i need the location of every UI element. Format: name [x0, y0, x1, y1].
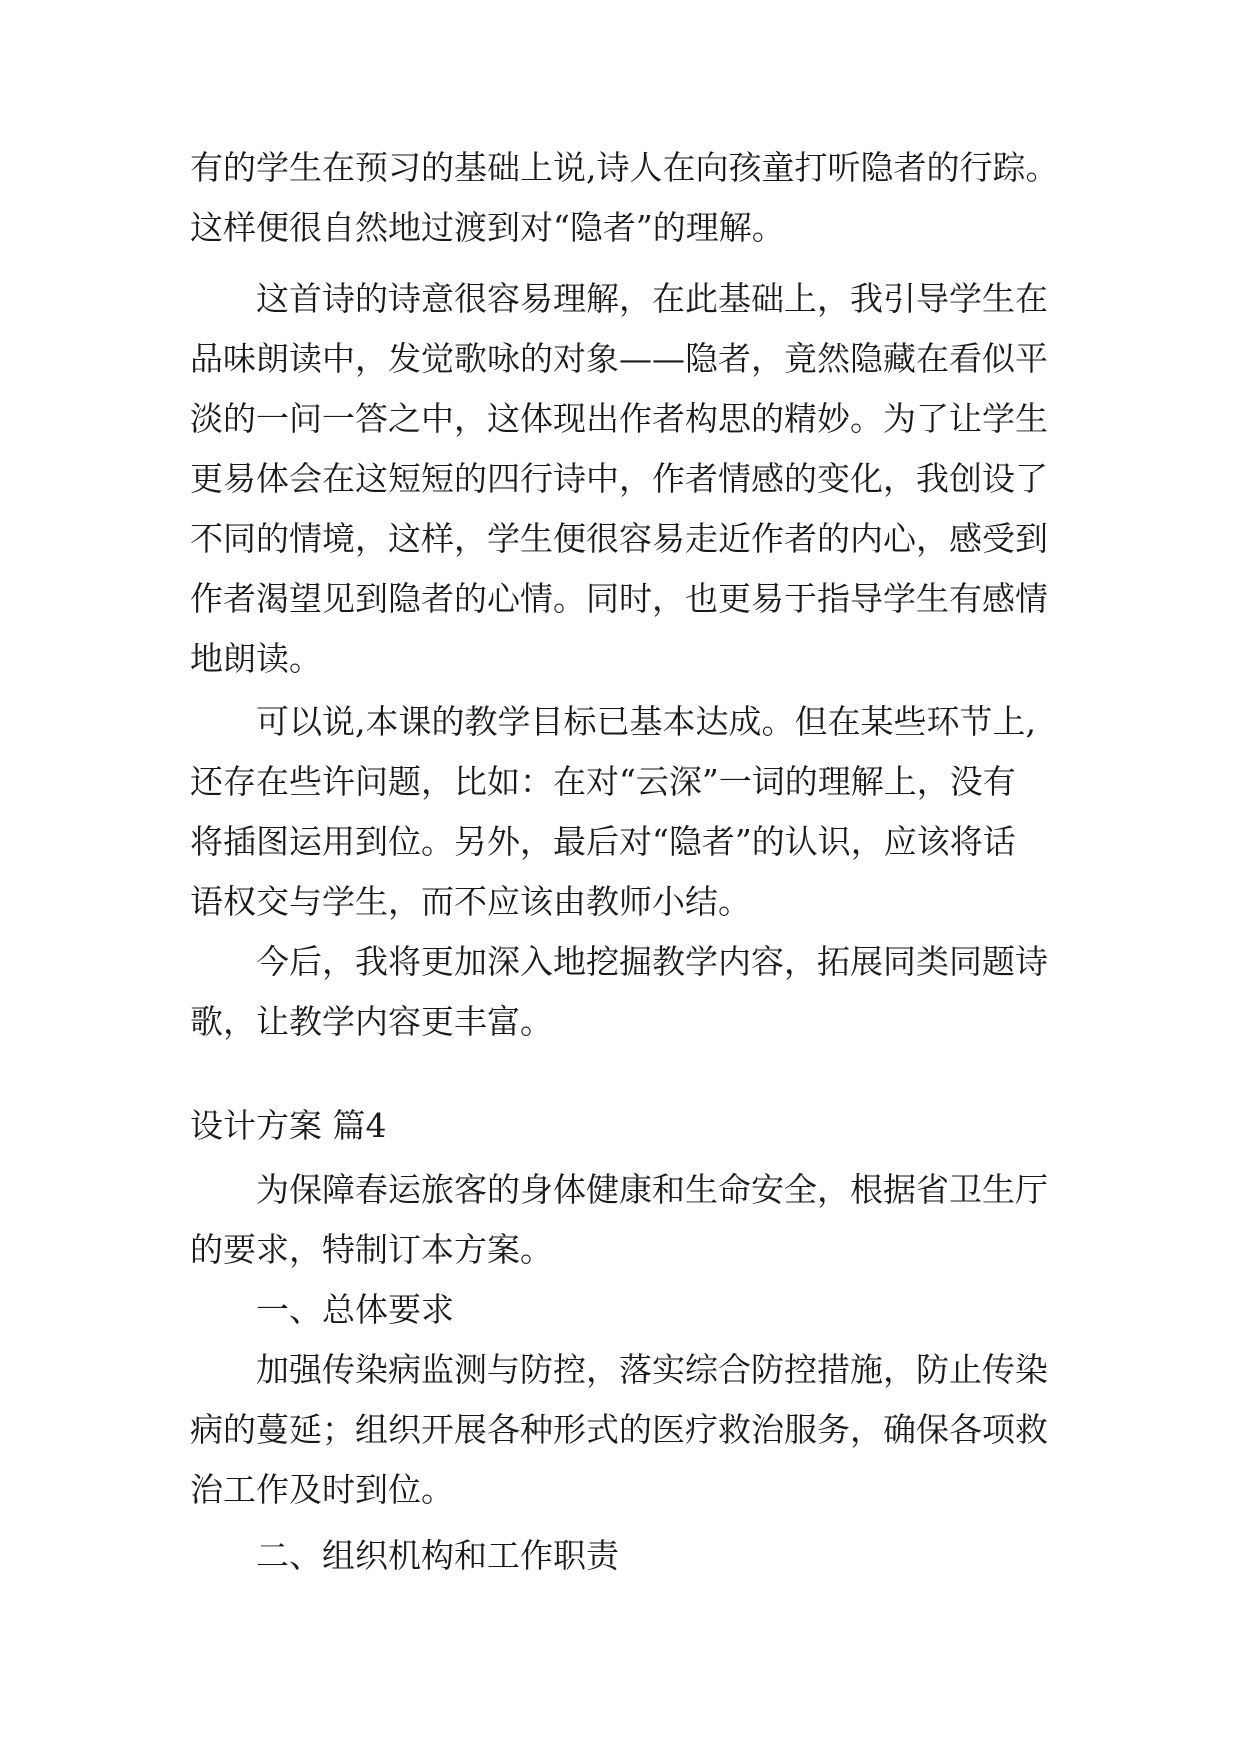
section-heading: 设计方案 篇4 [190, 1106, 387, 1145]
text-line: 治工作及时到位。 [190, 1470, 454, 1509]
paragraph-start: 加强传染病监测与防控，落实综合防控措施，防止传染 [256, 1350, 1048, 1389]
text-line: 作者渴望见到隐者的心情。同时，也更易于指导学生有感情 [190, 579, 1048, 618]
subheading: 一、总体要求 [256, 1290, 454, 1329]
text-line: 这样便很自然地过渡到对“隐者”的理解。 [190, 208, 785, 247]
text-line: 的要求，特制订本方案。 [190, 1230, 553, 1269]
paragraph-start: 可以说,本课的教学目标已基本达成。但在某些环节上, [256, 702, 1036, 741]
text-line: 淡的一问一答之中，这体现出作者构思的精妙。为了让学生 [190, 399, 1048, 438]
text-line: 还存在些许问题，比如：在对“云深”一词的理解上，没有 [190, 762, 1016, 801]
text-line: 地朗读。 [190, 639, 322, 678]
text-line: 将插图运用到位。另外，最后对“隐者”的认识，应该将话 [190, 822, 1016, 861]
text-line: 语权交与学生，而不应该由教师小结。 [190, 882, 751, 921]
text-line: 更易体会在这短短的四行诗中，作者情感的变化，我创设了 [190, 459, 1048, 498]
text-line: 病的蔓延；组织开展各种形式的医疗救治服务，确保各项救 [190, 1410, 1048, 1449]
paragraph-start: 这首诗的诗意很容易理解，在此基础上，我引导学生在 [256, 279, 1048, 318]
text-line: 歌，让教学内容更丰富。 [190, 1002, 553, 1041]
paragraph-start: 今后，我将更加深入地挖掘教学内容，拓展同类同题诗 [256, 942, 1048, 981]
text-line: 不同的情境，这样，学生便很容易走近作者的内心，感受到 [190, 519, 1048, 558]
text-line: 有的学生在预习的基础上说,诗人在向孩童打听隐者的行踪。 [190, 148, 1059, 187]
text-line: 品味朗读中，发觉歌咏的对象——隐者，竟然隐藏在看似平 [190, 339, 1048, 378]
subheading: 二、组织机构和工作职责 [256, 1536, 619, 1575]
paragraph-start: 为保障春运旅客的身体健康和生命安全，根据省卫生厅 [256, 1170, 1048, 1209]
